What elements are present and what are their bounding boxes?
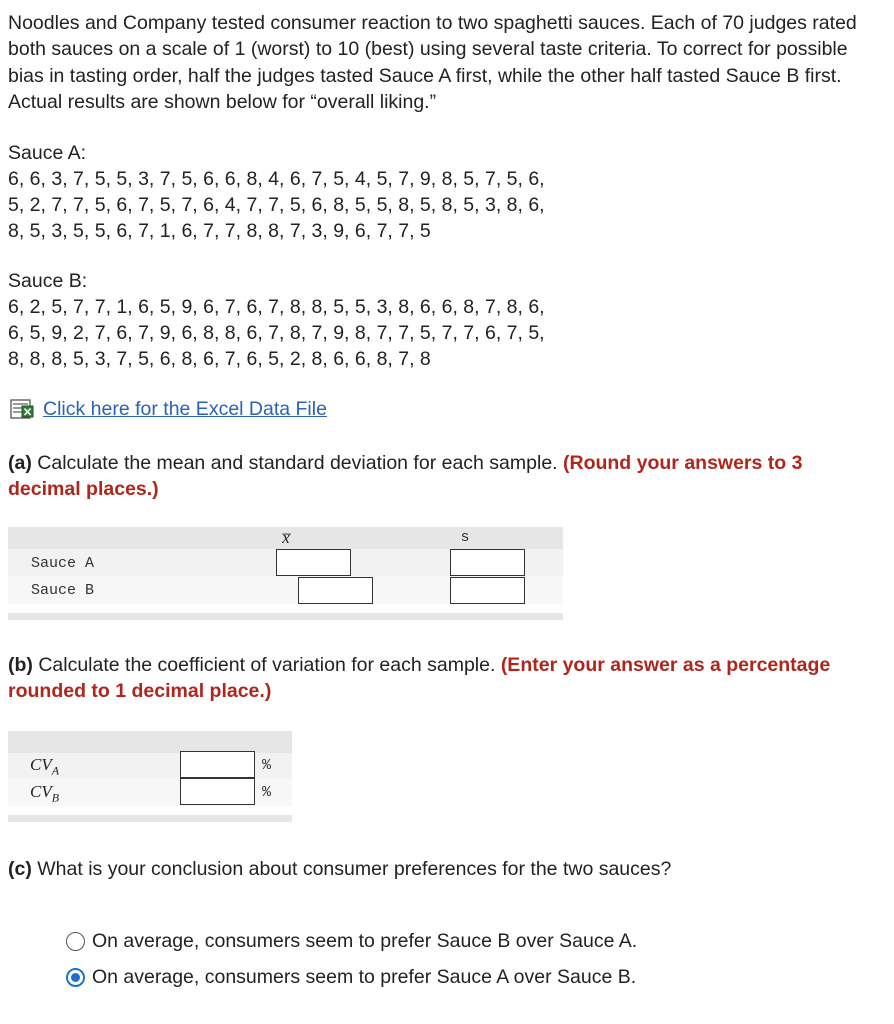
part-b-tag: (b) <box>8 654 33 676</box>
sauce-b-data-line: 6, 5, 9, 2, 7, 6, 7, 9, 6, 8, 8, 6, 7, 8, 7, 9, 8, 7, 7, 5, 7, 7, 6, 7, 5, <box>8 322 545 344</box>
part-a-question <box>8 450 878 503</box>
table-a-footer <box>8 613 563 620</box>
part-c-tag: (c) <box>8 858 32 880</box>
table-b-header <box>8 731 292 753</box>
part-a-text: Calculate the mean and standard deviation for each sample. <box>31 452 563 474</box>
part-b-question <box>8 652 878 705</box>
sauce-b-label: Sauce B: <box>8 270 88 292</box>
sauce-b-data-line: 8, 8, 8, 5, 3, 7, 5, 6, 8, 6, 7, 6, 5, 2, 8, 6, 6, 8, 7, 8 <box>8 348 431 370</box>
sauce-a-sd-input[interactable] <box>450 549 525 576</box>
mean-column-header: x̅ <box>282 528 290 547</box>
sauce-a-data-line: 5, 2, 7, 7, 5, 6, 7, 5, 7, 6, 4, 7, 7, 5, 6, 8, 5, 5, 8, 5, 8, 5, 3, 8, 6, <box>8 194 545 216</box>
percent-unit: % <box>262 784 272 801</box>
cv-b-label: $CV_B$ <box>30 782 60 805</box>
sd-column-header: s <box>460 529 470 546</box>
part-a-instruction: (Round your answers to 3 decimal places.) <box>8 452 803 501</box>
radio-option-prefer-b[interactable] <box>66 932 85 951</box>
part-b-instruction: (Enter your answer as a percentage rounded to 1 decimal place.) <box>8 654 831 703</box>
cv-b-input[interactable] <box>180 778 255 805</box>
row-label-sauce-a: Sauce A <box>31 555 95 572</box>
cv-a-input[interactable] <box>180 751 255 778</box>
percent-unit: % <box>262 757 272 774</box>
problem-intro: Noodles and Company tested consumer reaction to two spaghetti sauces. Each of 70 judges rated both sauces on a scale of 1 (worst) to 10 (best) using several taste criteria. To correct for possible bias in tasting order, half the judges tasted Sauce A first, while the other half tasted Sauce B first. Actual results are shown below for “overall liking.” <box>8 12 857 113</box>
excel-data-link[interactable]: Click here for the Excel Data File <box>43 398 327 420</box>
part-a-tag: (a) <box>8 452 32 474</box>
sauce-b-mean-input[interactable] <box>298 577 373 604</box>
radio-option-prefer-a[interactable] <box>66 968 85 987</box>
sauce-a-data-line: 6, 6, 3, 7, 5, 5, 3, 7, 5, 6, 6, 8, 4, 6, 7, 5, 4, 5, 7, 9, 8, 5, 7, 5, 6, <box>8 168 545 190</box>
option-label-prefer-a[interactable]: On average, consumers seem to prefer Sauce A over Sauce B. <box>92 966 637 988</box>
excel-file-icon[interactable] <box>10 398 36 420</box>
row-label-sauce-b: Sauce B <box>31 582 95 599</box>
sauce-a-mean-input[interactable] <box>276 549 351 576</box>
part-c-question <box>8 856 878 882</box>
part-b-text: Calculate the coefficient of variation for each sample. <box>32 654 501 676</box>
sauce-a-label: Sauce A: <box>8 142 87 164</box>
cv-a-label: $CV_A$ <box>30 755 60 778</box>
sauce-b-sd-input[interactable] <box>450 577 525 604</box>
option-label-prefer-b[interactable]: On average, consumers seem to prefer Sauce B over Sauce A. <box>92 930 638 952</box>
sauce-b-data-line: 6, 2, 5, 7, 7, 1, 6, 5, 9, 6, 7, 6, 7, 8, 8, 5, 5, 3, 8, 6, 6, 8, 7, 8, 6, <box>8 296 545 318</box>
part-c-text: What is your conclusion about consumer preferences for the two sauces? <box>31 858 672 880</box>
sauce-a-data-line: 8, 5, 3, 5, 5, 6, 7, 1, 6, 7, 7, 8, 8, 7, 3, 9, 6, 7, 7, 5 <box>8 220 431 242</box>
table-b-footer <box>8 815 292 822</box>
